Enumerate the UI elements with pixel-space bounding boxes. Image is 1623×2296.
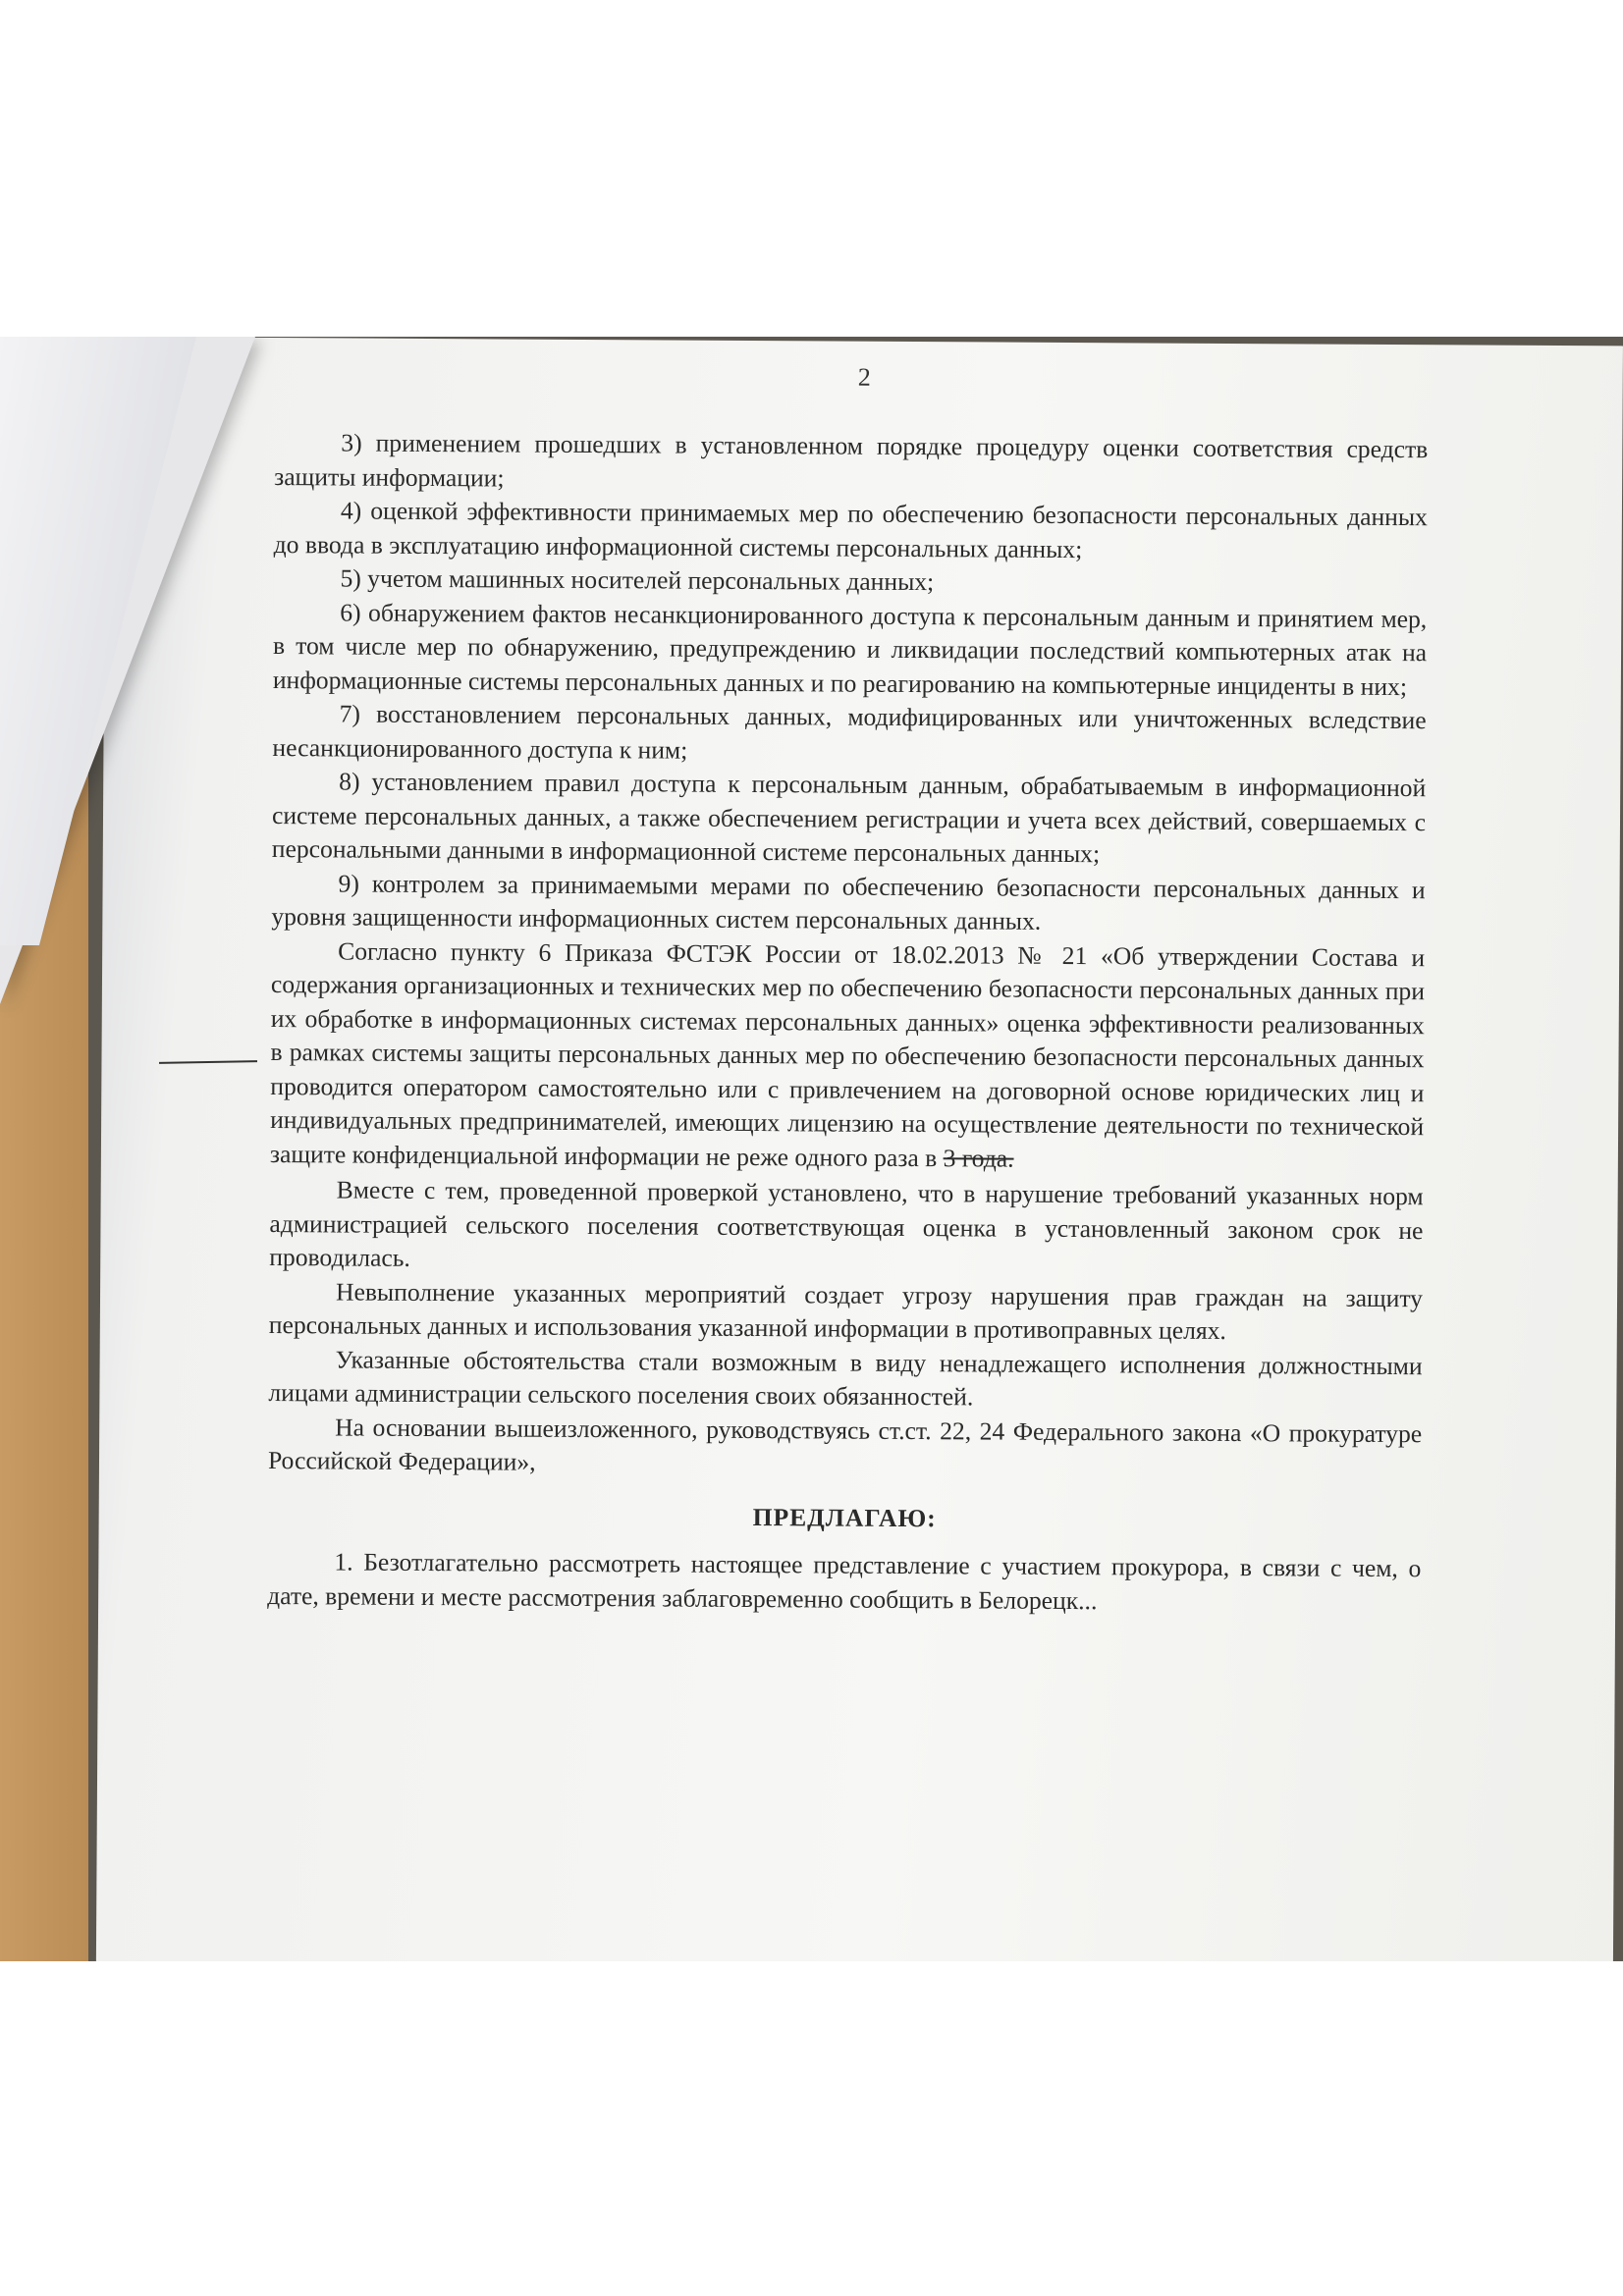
document-photo — [0, 337, 1623, 1961]
paragraph-violation: Вместе с тем, проведенной проверкой установлено, что в нарушение требований указанных норм администрацией сельского поселения соответствующая оценка в установленный законом срок не проводилась. — [269, 1175, 1424, 1272]
heading-propose: ПРЕДЛАГАЮ: — [752, 1502, 937, 1532]
document-body — [267, 426, 1429, 1650]
paragraph-fstek-text: Согласно пункту 6 Приказа ФСТЭК России от 18.02.2013 № 21 «Об утверждении Состава и содержания организационных и технических мер по обеспечению безопасности персональных данных при их обработке в информационных системах персональных данных» оценка эффективности реализованных в рамках системы защиты персональных данных мер по обеспечению безопасности персональных данных проводится оператором самостоятельно или с привлечением на договорной основе юридических лиц и индивидуальных предпринимателей, имеющих лицензию на осуществление деятельности по технической защите конфиденциальной информации не реже одного раза — [269, 935, 1426, 1172]
paragraph-item-9: 9) контролем за принимаемыми мерами по обеспечению безопасности персональных данных и уровня защищенности информационных систем персональных данных. — [271, 868, 1426, 935]
paragraph-circumstances: Указанные обстоятельства стали возможным в виду ненадлежащего исполнения должностными лицами администрации сельского поселения своих обязанностей. — [268, 1344, 1423, 1412]
paragraph-fstek — [270, 934, 1425, 1179]
paragraph-item-4: 4) оценкой эффективности принимаемых мер по обеспечению безопасности персональных данных до ввода в эксплуатацию информационной системы персональных данных; — [273, 496, 1428, 563]
paragraph-final: 1. Безотлагательно рассмотреть настоящее представление с участием прокурора, в связи с чем, о дате, времени и месте рассмотрения заблаговременно сообщить в Белорецк... — [267, 1547, 1422, 1615]
document-sheet — [96, 337, 1623, 1961]
cutoff-region — [267, 1545, 1422, 1650]
paragraph-item-6: 6) обнаружением фактов несанкционированного доступа к персональным данным и принятием мер, в том числе мер по обнаружению, предупреждению и ликвидации последствий компьютерных атак на информационные системы персональных данных и по реагированию на компьютерные инциденты в них; — [272, 597, 1428, 701]
paragraph-item-5: 5) учетом машинных носителей персональных данных; — [340, 563, 935, 597]
paragraph-fstek-end: в — [918, 1143, 944, 1172]
page-number: 2 — [857, 362, 871, 392]
paragraph-basis: На основании вышеизложенного, руководствуясь ст.ст. 22, 24 Федерального закона «О прокуратуре Российской Федерации», — [267, 1412, 1423, 1476]
paragraph-threat: Невыполнение указанных мероприятий создает угрозу нарушения прав граждан на защиту персональных данных и использования указанной информации в противоправных целях. — [268, 1276, 1424, 1345]
paragraph-item-8: 8) установлением правил доступа к персональным данным, обрабатываемым в информационной системе персональных данных, а также обеспечением регистрации и учета всех действий, совершаемых с персональными данными в информационной системе персональных данных; — [271, 767, 1427, 869]
struck-text: 3 года. — [943, 1143, 1014, 1173]
paragraph-item-7: 7) восстановлением персональных данных, модифицированных или уничтоженных вследствие несанкционированного доступа к ним; — [272, 699, 1427, 765]
paragraph-item-3: 3) применением прошедших в установленном порядке процедуру оценки соответствия средств защиты информации; — [274, 428, 1429, 492]
